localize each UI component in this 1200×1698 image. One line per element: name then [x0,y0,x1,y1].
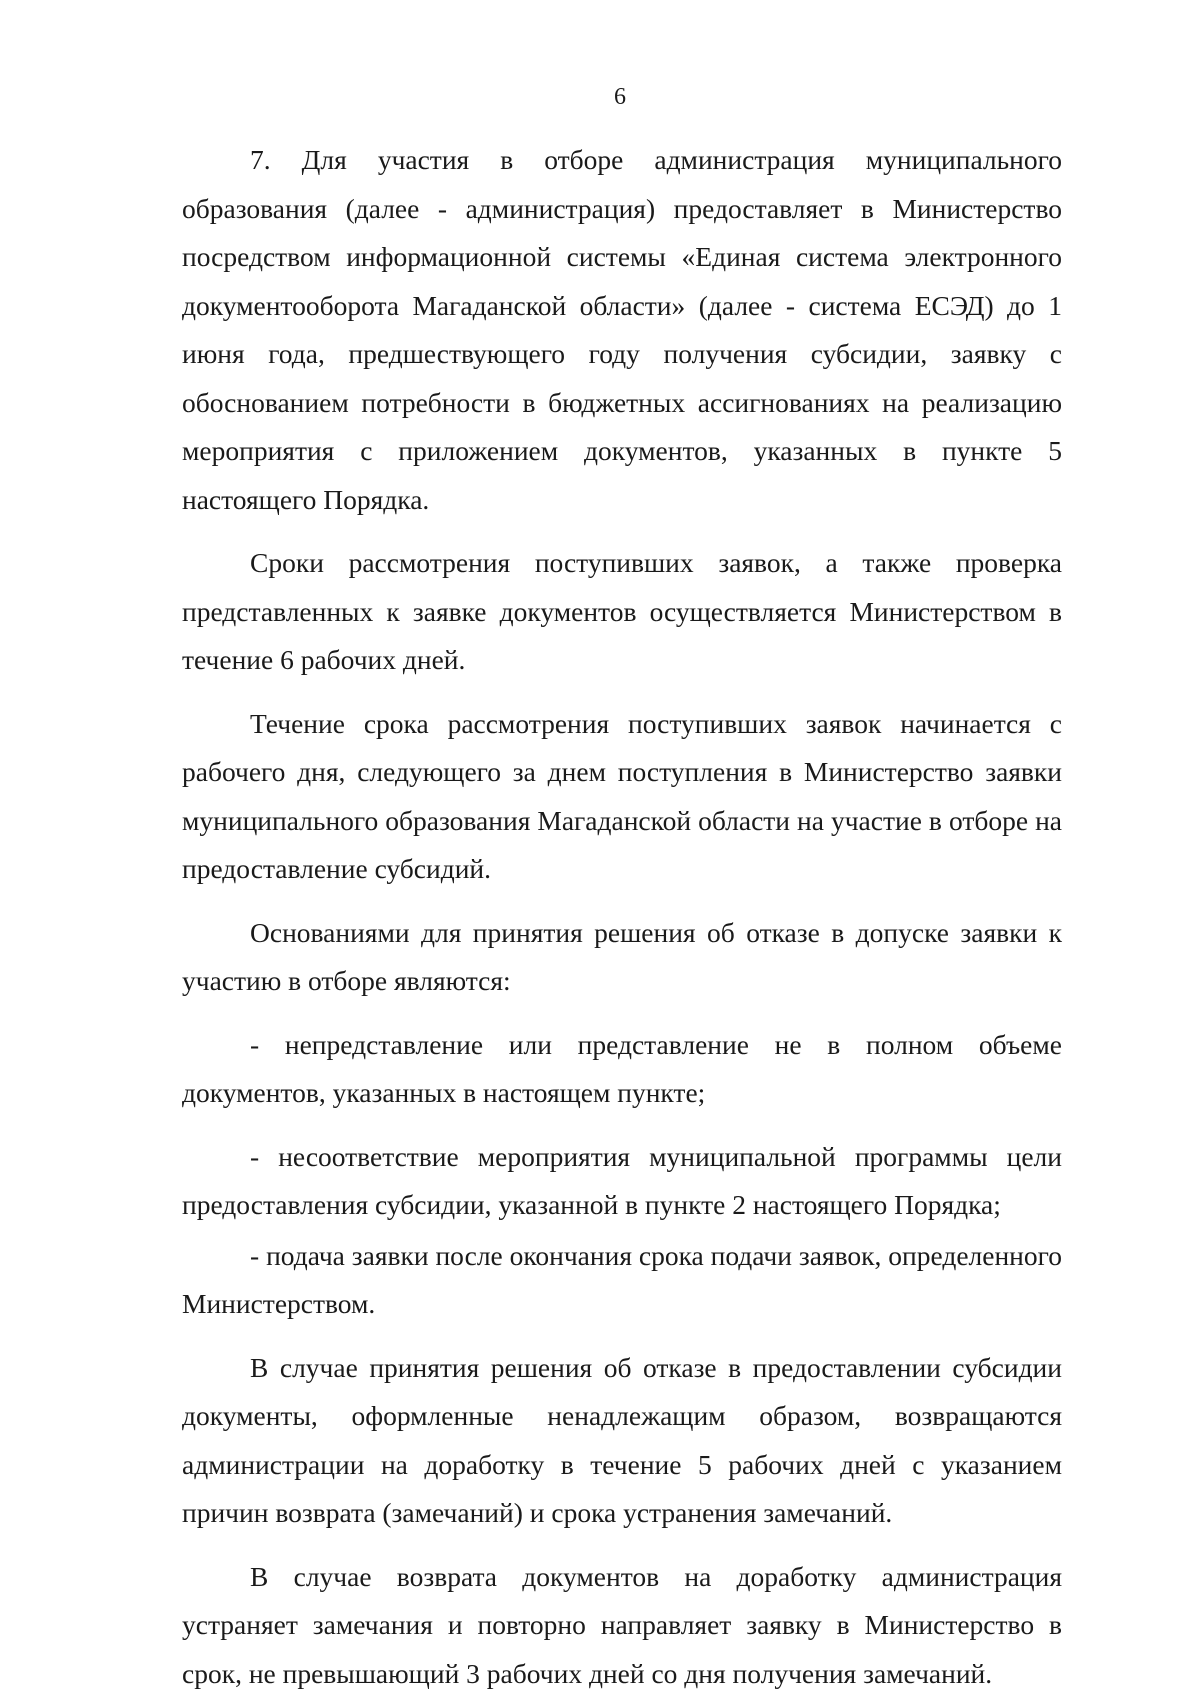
paragraph-review-period: Сроки рассмотрения поступивших заявок, а также проверка представленных к заявке документов осуществляется Министерством в течение 6 рабочих дней. [182,539,1062,685]
paragraph-period-start: Течение срока рассмотрения поступивших заявок начинается с рабочего дня, следующего за днем поступления в Министерство заявки муниципального образования Магаданской области на участие в отборе на предоставление субсидий. [182,700,1062,894]
paragraph-refusal-grounds: Основаниями для принятия решения об отказе в допуске заявки к участию в отборе являются: [182,909,1062,1006]
paragraph-item-7: 7. Для участия в отборе администрация муниципального образования (далее - администрация) предоставляет в Министерство посредством информационной системы «Единая система электронного документооборота Магаданской области» (далее - система ЕСЭД) до 1 июня года, предшествующего году получения субсидии, заявку с обоснованием потребности в бюджетных ассигнованиях на реализацию мероприятия с приложением документов, указанных в пункте 5 настоящего Порядка. [182,136,1062,524]
list-item-ground-3: - подача заявки после окончания срока подачи заявок, определенного Министерством. [182,1232,1062,1329]
list-item-ground-2: - несоответствие мероприятия муниципальной программы цели предоставления субсидии, указанной в пункте 2 настоящего Порядка; [182,1133,1062,1230]
paragraph-documents-return: В случае принятия решения об отказе в предоставлении субсидии документы, оформленные ненадлежащим образом, возвращаются администрации на доработку в течение 5 рабочих дней с указанием причин возврата (замечаний) и срока устранения замечаний. [182,1344,1062,1538]
page-number: 6 [0,82,1200,112]
document-body [182,136,1062,1698]
paragraph-resubmission: В случае возврата документов на доработку администрация устраняет замечания и повторно направляет заявку в Министерство в срок, не превышающий 3 рабочих дней со дня получения замечаний. [182,1553,1062,1698]
list-item-ground-1: - непредставление или представление не в полном объеме документов, указанных в настоящем пункте; [182,1021,1062,1118]
